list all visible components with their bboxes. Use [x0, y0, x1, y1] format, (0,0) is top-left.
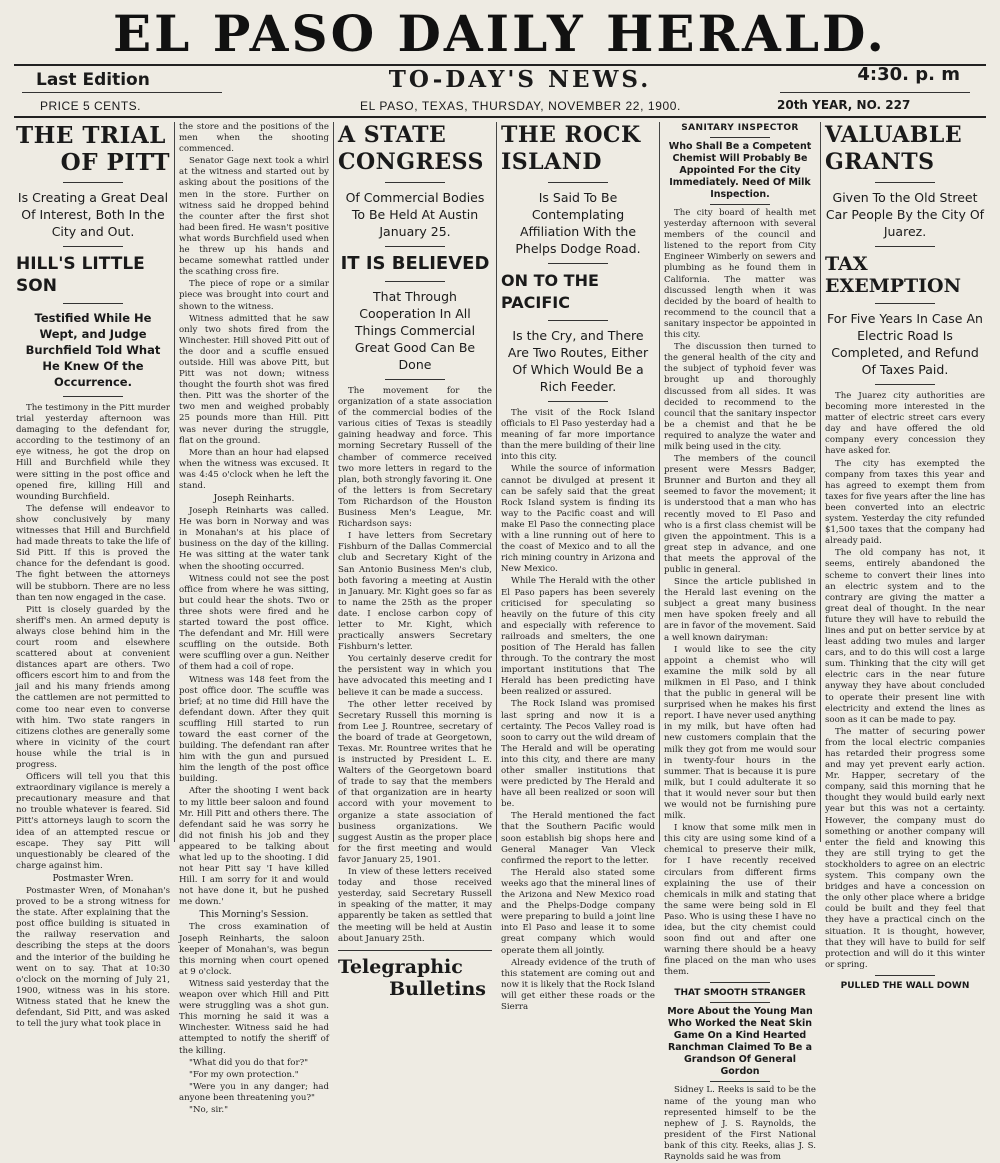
paragraph: You certainly deserve credit for the persistent way in which you have advocated this meeting and I believe it can be made a success. [338, 654, 492, 698]
article-body [664, 208, 816, 978]
article-deck: Given To the Old Street Car People By the City Of Juarez. [825, 190, 985, 239]
paragraph: Sidney L. Reeks is said to be the name of the young man who represented himself to be the nephew of J. S. Raynolds, the president of the First National bank of this city. Reeks, alias J. S. Raynolds said he was from [664, 1085, 816, 1163]
divider [875, 303, 935, 304]
paragraph: In view of these letters received today and those received yesterday, said Secretary Russell in speaking of the matter, it may apparently be taken as settled that the meeting will be held at Austin about January 25th. [338, 867, 492, 944]
paragraph: The defense will endeavor to show conclusively by many witnesses that Hill and Burchfield had made threats to take the life of Sid Pitt. If this is proved the chance for the defendant is good. The fight between the attorneys will be stubborn. There are no less than ten now engaged in the case. [16, 503, 170, 603]
divider [63, 246, 123, 247]
article-body [825, 391, 985, 971]
masthead-title: EL PASO DAILY HERALD. [113, 4, 887, 63]
divider [385, 281, 445, 282]
article-body [179, 922, 329, 1116]
paragraph: The Herald mentioned the fact that the Southern Pacific would soon establish big shops here and General Manager Van Vleck confirmed the report to the letter. [501, 811, 655, 866]
divider [710, 1081, 770, 1082]
divider [63, 396, 123, 397]
price-label: PRICE 5 CENTS. [40, 99, 142, 113]
section-subhead: Postmaster Wren. [52, 873, 134, 884]
subheadline: ON TO THE PACIFIC [501, 271, 599, 312]
paragraph: The Rock Island was promised last spring and now it is a certainty. The Pecos Valley road is soon to carry out the wild dream of The Herald and will be operating into this city, and there are many other smaller institutions that were predicted by The Herald and have all been realized or soon will be. [501, 699, 655, 810]
article-body [501, 408, 655, 1013]
paragraph: The piece of rope or a similar piece was brought into court and shown to the witness. [179, 279, 329, 312]
column-rule [496, 122, 497, 842]
article-sanitary-inspector [664, 122, 816, 1163]
paragraph: Postmaster Wren, of Monahan's proved to be a strong witness for the state. After explaining that the post office building is situated in the railway reservation and describing the steps at the doors and the interior of the building he went on to say. That at 10:30 o'clock on the morning of July 21, 1900, witness was in his store. Witness stated that he knew the defendant, Sid Pitt, and was asked to tell the jury what took place in [16, 885, 170, 1030]
divider [710, 137, 770, 138]
kicker: SANITARY INSPECTOR [681, 123, 799, 133]
sub-deck: That Through Cooperation In All Things Commercial Great Good Can Be Done [354, 289, 476, 372]
divider [385, 182, 445, 183]
subheadline: IT IS BELIEVED [340, 253, 490, 274]
headline: A STATE CONGRESS [338, 122, 484, 175]
article-deck: Of Commercial Bodies To Be Held At Austin January 25. [345, 190, 485, 239]
article-body [179, 506, 329, 908]
bulletins-heading: Bulletins [389, 977, 486, 1000]
column-rule [659, 122, 660, 842]
paragraph: Officers will tell you that this extraordinary vigilance is merely a precautionary measure and that no trouble whatever is feared. Sid Pitt's attorneys laugh to scorn the idea of an attempted rescue or escape. They say Pitt will unquestionably be cleared of the charge against him. [16, 772, 170, 871]
paragraph: While the source of information cannot be divulged at present it can be safely said that the great Rock Island system is finding its way to the Pacific coast and will make El Paso the connecting place with a line running out of here to the coast of Mexico and to all the rich mining country in Arizona and New Mexico. [501, 464, 655, 575]
edition-label: Last Edition [36, 70, 150, 90]
headline: THE ROCK ISLAND [501, 122, 641, 175]
article-trial-continued [179, 122, 329, 1115]
paragraph: Senator Gage next took a whirl at the witness and started out by asking about the positions of the men in the store. Further on witness said he dropped behind the counter after the first shot had been fired. He wasn't positive what words Burchfield used when he threw up his hands and became somewhat rattled under the scathing cross fire. [179, 156, 329, 278]
paragraph: The other letter received by Secretary Russell this morning is from Lee J. Rountree, secretary of the board of trade at Georgetown, Texas. Mr. Rountree writes that he is instructed by President L. E. Walters of the Georgetown board of trade to say that the members of that organization are in hearty accord with your movement to organize a state association of business organizations. We suggest Austin as the proper place for the first meeting and would favor January 25, 1901. [338, 699, 492, 865]
paragraph: I know that some milk men in this city are using some kind of a chemical to preserve their milk, for I have recently received circulars from different firms explaining the use of their chemicals in milk and stating that the same were being sold in El Paso. Who is using these I have no idea, but the city chemist could soon find out and after one warning there should be a heavy fine placed on the man who uses them. [664, 823, 816, 978]
telegraphic-heading: Telegraphic [338, 955, 463, 978]
paragraph: The movement for the organization of a state association of the commercial bodies of the various cities of Texas is steadily gaining headway and force. This morning Secretary Russell of the chamber of commerce received two more letters in regard to the plan, both strongly favoring it. One of the letters is from Secretary Tom Richardson of the Houston Business Men's League, Mr. Richardson says: [338, 386, 492, 530]
todays-news-banner: TO-DAY'S NEWS. [388, 66, 652, 93]
divider [875, 975, 935, 976]
article-rock-island [501, 122, 655, 1012]
paragraph: Joseph Reinharts was called. He was born in Norway and was in Monahan's at his place of business on the day of the killing. He was sitting at the water tank when the shooting occurred. [179, 506, 329, 572]
headline-line-1: THE TRIAL [16, 122, 166, 149]
paragraph: The city has exempted the company from taxes this year and has agreed to exempt them from taxes for five years after the line has been converted into an electric system. Yesterday the city refunded $1,500 taxes that the company had already paid. [825, 458, 985, 547]
paragraph: "What did you do that for?" [189, 1057, 309, 1068]
divider [548, 320, 608, 321]
paragraph: After the shooting I went back to my little beer saloon and found Mr. Hill Pitt and others there. The defendant said he was sorry he did not finish his job and they appeared to be talking about what led up to the shooting. I did not hear Pitt say 'I have killed Hill. I am sorry for it and would not have done it, but he pushed me down.' [179, 786, 329, 908]
divider [548, 263, 608, 264]
sub-deck: Is the Cry, and There Are Two Routes, Either Of Which Would Be a Rich Feeder. [507, 328, 649, 394]
paragraph: "Were you in any danger; had anyone been threatening you?" [179, 1081, 329, 1103]
divider [710, 204, 770, 205]
edition-underline [22, 92, 222, 93]
column-rule [174, 122, 175, 842]
divider [385, 246, 445, 247]
paragraph: The members of the council present were Messrs Badger, Brunner and Burton and they all seemed to favor the movement; it is understood that a man who has recently moved to El Paso and who is a first class chemist will be given the appointment. This is a great step in advance, and one that meets the approval of the public in general. [664, 454, 816, 575]
paragraph: The discussion then turned to the general health of the city and the subject of typhoid fever was brought up and thoroughly discussed from all sides. It was decided to recommend to the council that the sanitary inspector be a chemist and that he be required to analyze the water and milk being used in the city. [664, 342, 816, 452]
article-body-continued [16, 886, 170, 1030]
paragraph: The Juarez city authorities are becoming more interested in the matter of electric street cars every day and have offered the old company every concession they have asked for. [825, 391, 985, 457]
divider [875, 384, 935, 385]
paragraph: The Herald also stated some weeks ago that the mineral lines of the Arizona and New Mexico road and the Phelps-Dodge company were preparing to build a joint line into El Paso and lease it to some great company which would operate them all jointly. [501, 867, 655, 956]
article-body [338, 386, 492, 945]
divider [875, 182, 935, 183]
divider [710, 1002, 770, 1003]
subheadline: THAT SMOOTH STRANGER [674, 988, 806, 999]
paragraph: I have letters from Secretary Fishburn of the Dallas Commercial club and Secretary Kight of the San Antonio Business Men's club, both favoring a meeting at Austin in January. Mr. Kight goes so far as to name the 25th as the proper date. I enclose carbon copy of letter to Mr. Kight, which practically answers Secretary Fishburn's letter. [338, 531, 492, 653]
divider [710, 982, 770, 983]
time-underline [780, 92, 970, 93]
section-subhead: This Morning's Session. [199, 910, 309, 921]
article-deck: Who Shall Be a Competent Chemist Will Probably Be Appointed For the City Immediately. Need Of Milk Inspection. [668, 141, 812, 200]
divider [875, 246, 935, 247]
paragraph: The matter of securing power from the local electric companies has retarded their progress some and may yet prevent early action. Mr. Happer, secretary of the company, said this morning that he thought they would build early next year but this was not a certainty. However, the company must do something or another company will enter the field and knowing this they are still trying to get the stockholders to agree on an electric system. This company own the bridges and have a concession on the only other place where a bridge could be built and they feel that they have a practical cinch on the situation. It is thought, however, that they will have to build for self protection and will do it this winter or spring. [825, 726, 985, 970]
article-state-congress [338, 122, 492, 1000]
article-deck: Is Said To Be Contemplating Affiliation With the Phelps Dodge Road. [515, 190, 641, 256]
paragraph: Witness could not see the post office from where he was sitting, but could hear the shots. Two or three shots were fired and he started toward the post office. The defendant and Mr. Hill were scuffling on the outside. Both were scuffling over a gun. Neither of them had a coil of rope. [179, 573, 329, 673]
article-trial-of-pitt [16, 122, 170, 1030]
paragraph: While The Herald with the other El Paso papers has been severely criticised for speculating so heavily on the future of this city and especially with reference to railroads and smelters, the one position of The Herald has fallen through. To the contrary the most important institutions that The Herald has been predicting have been realized or assured. [501, 576, 655, 698]
sub-deck: Testified While He Wept, and Judge Burchfield Told What He Knew Of the Occurrence. [25, 311, 161, 389]
paragraph: Since the article published in the Herald last evening on the subject a great many business men have spoken freely and all are in favor of the movement. Said a well known dairyman: [664, 577, 816, 643]
article-body [16, 403, 170, 872]
subheadline: TAX EXEMPTION [825, 253, 961, 297]
paragraph: The testimony in the Pitt murder trial yesterday afternoon was damaging to the defendant for, according to the testimony of an eye witness, he got the drop on Hill and Burchfield while they were sitting in the post office and opened fire, killing Hill and wounding Burchfield. [16, 403, 170, 502]
year-number: 20th YEAR, NO. 227 [777, 98, 911, 112]
divider [338, 950, 492, 951]
headline: VALUABLE GRANTS [825, 122, 963, 175]
article-deck: Is Creating a Great Deal Of Interest, Both In the City and Out. [17, 190, 169, 239]
paragraph: The visit of the Rock Island officials to El Paso yesterday had a meaning of far more importance than the mere building of their line into this city. [501, 408, 655, 463]
paragraph: "No, sir." [189, 1104, 229, 1115]
article-body [179, 122, 329, 492]
column-rule [820, 122, 821, 842]
divider [548, 182, 608, 183]
paragraph: Witness said yesterday that the weapon over which Hill and Pitt were struggling was a shot gun. This morning he said it was a Winchester. Witness said he had attempted to notify the sheriff of the killing. [179, 978, 329, 1056]
sub-deck: For Five Years In Case An Electric Road Is Completed, and Refund Of Taxes Paid. [827, 311, 983, 377]
article-valuable-grants [825, 122, 985, 991]
paragraph: Witness admitted that he saw only two shots fired from the Winchester. Hill shoved Pitt out of the door and a scuffle ensued outside. Hill was above Pitt, but Pitt was not down; witness thought the fourth shot was fired then. Pitt was the shorter of the two men and weighed probably 25 pounds more than Hill. Pitt was never during the struggle, flat on the ground. [179, 313, 329, 446]
paragraph: Already evidence of the truth of this statement are coming out and now it is likely that the Rock Island will get either these roads or the Sierra [501, 957, 655, 1012]
dateline: EL PASO, TEXAS, THURSDAY, NOVEMBER 22, 1900. [360, 99, 681, 113]
divider [548, 401, 608, 402]
paragraph: "For my own protection." [189, 1069, 299, 1080]
paragraph: the store and the positions of the men when the shooting commenced. [179, 122, 329, 155]
paragraph: The cross examination of Joseph Reinharts, the saloon keeper of Monahan's, was begun this morning when court opened at 9 o'clock. [179, 922, 329, 977]
subheadline: HILL'S LITTLE SON [16, 254, 145, 296]
article-body [664, 1085, 816, 1163]
paragraph: The city board of health met yesterday afternoon with several members of the council and listened to the report from City Engineer Wimberly on sewers and plumbing as he found them in California. The matter was discussed length when it was decided by the board of health to recommend to the council that a sanitary inspector be appointed in this city. [664, 208, 816, 341]
masthead-rule-bottom [14, 116, 986, 118]
divider [385, 379, 445, 380]
column-rule [333, 122, 334, 842]
sub-deck: More About the Young Man Who Worked the Neat Skin Game On a Kind Hearted Ranchman Claimed To Be a Grandson Of General Gordon [667, 1006, 813, 1078]
divider [63, 303, 123, 304]
headline-line-2: OF PITT [60, 149, 170, 176]
paragraph: Witness was 148 feet from the post office door. The scuffle was brief; at no time did Hill have the defendant down. After they quit scuffling Hill started to run toward the east corner of the building. The defendant ran after him with the gun and pursued him the length of the post office building. [179, 674, 329, 785]
divider [63, 182, 123, 183]
bottom-headline: PULLED THE WALL DOWN [840, 980, 970, 991]
paragraph: I would like to see the city appoint a chemist who will examine the milk sold by all milkmen in El Paso, and I think that the public in general will be surprised when he makes his first report. I have never used anything in my milk, but have often had new customers complain that the milk they got from me would sour in twenty-four hours in the summer. That is because it is pure milk, but I could adulterate it so that it would never sour but then we would not be furnishing pure milk. [664, 644, 816, 822]
paragraph: Pitt is closely guarded by the sheriff's men. An armed deputy is always close behind him in the court room and elsewhere scattered about at convenient distances apart are others. Two officers escort him to and from the jail and his many friends among the cattlemen are not permitted to come too near even to converse with him. Two state rangers in citizens clothes are generally some where in vicinity of the court house while the trial is in progress. [16, 604, 170, 770]
section-subhead: Joseph Reinharts. [213, 494, 295, 505]
edition-time: 4:30. p. m [857, 64, 960, 85]
paragraph: More than an hour had elapsed when the witness was excused. It was 4:45 o'clock when he left the stand. [179, 447, 329, 491]
paragraph: The old company has not, it seems, entirely abandoned the scheme to convert their lines into an electric system and to the contrary are giving the matter a great deal of thought. In the near future they will have to rebuild the lines and put on better service by at least adding two mules and larger cars, and to do this will cost a large sum. Thinking that the city will get electric cars in the near future anyway they have about concluded to operate their present line with electricity and extend the lines as soon as it can be made to pay. [825, 548, 985, 725]
